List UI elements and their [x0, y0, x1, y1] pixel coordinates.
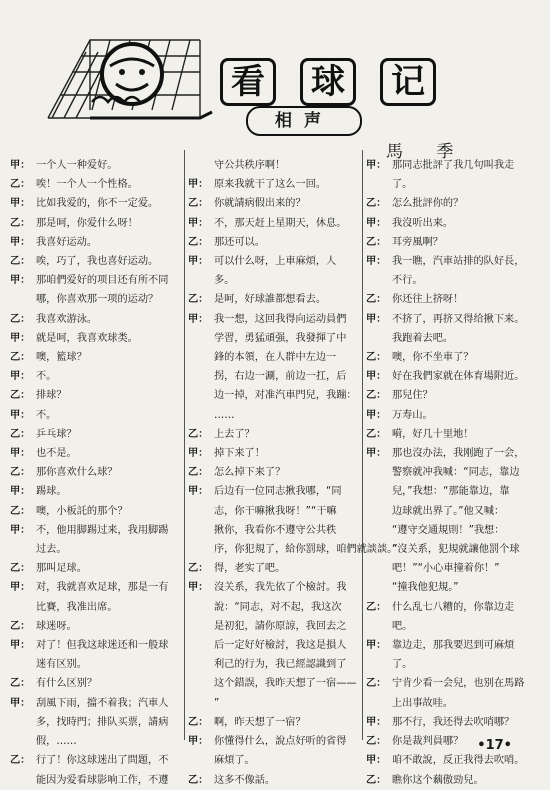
dialogue-text: 我喜欢游泳。: [36, 313, 98, 325]
speaker-label: 乙：: [366, 601, 387, 613]
speaker-label: 乙：: [10, 352, 31, 364]
dialogue-text: 序，你犯規了，給你罰球，咱們就談談。”: [214, 544, 398, 556]
dialogue-text: 乒乓球？: [36, 428, 77, 440]
dialogue-line: [366, 674, 540, 693]
dialogue-line: [366, 751, 540, 770]
speaker-label: 乙：: [10, 467, 31, 479]
speaker-label: 乙：: [188, 294, 209, 306]
speaker-label: 甲：: [10, 275, 31, 287]
dialogue-text: 我一想，这回我得向运动員們: [214, 313, 347, 325]
speaker-label: 乙：: [188, 198, 209, 210]
speaker-label: 乙：: [10, 620, 31, 632]
dialogue-line: [366, 406, 540, 425]
dialogue-text: 不，他用脚踢过来，我用脚踢: [36, 524, 169, 536]
dialogue-text: 我喜好运动。: [36, 236, 98, 248]
dialogue-text: 唉，巧了，我也喜好运动。: [36, 256, 159, 268]
speaker-label: 甲：: [366, 371, 387, 383]
dialogue-line: [10, 540, 184, 559]
dialogue-line: [10, 367, 184, 386]
dialogue-line: [10, 713, 184, 732]
dialogue-text: 那你喜欢什么球？: [36, 467, 118, 479]
dialogue-line: [366, 617, 540, 636]
dialogue-line: [10, 194, 184, 213]
speaker-label: 乙：: [366, 352, 387, 364]
dialogue-text: 宁肯少看一会兒，也别在馬路: [392, 678, 525, 690]
dialogue-line: [10, 674, 184, 693]
speaker-label: 甲：: [366, 640, 387, 652]
speaker-label: 乙：: [10, 217, 31, 229]
speaker-label: 乙：: [10, 256, 31, 268]
dialogue-text: 守公共秩序啊！: [214, 160, 286, 171]
dialogue-line: [10, 386, 184, 405]
dialogue-line: [366, 540, 540, 559]
dialogue-text: 可以什么呀，上車麻煩，人: [214, 256, 337, 268]
speaker-label: 乙：: [188, 467, 209, 479]
dialogue-line: [188, 386, 362, 405]
dialogue-text: 利己的行为，我已經認識到了: [214, 659, 347, 671]
speaker-label: 甲：: [10, 160, 31, 171]
dialogue-text: 拐，右边一涮，前边一扛，后: [214, 371, 347, 383]
speaker-label: 甲：: [188, 486, 209, 498]
dialogue-line: [10, 771, 184, 790]
dialogue-text: 得，老实了吧。: [214, 563, 286, 575]
dialogue-text: 就是呵，我喜欢球类。: [36, 332, 138, 344]
dialogue-line: [188, 252, 362, 271]
dialogue-line: [366, 194, 540, 213]
dialogue-text: 球迷呀。: [36, 620, 77, 632]
dialogue-text: 你是裁判員哪？: [392, 736, 464, 748]
dialogue-line: [188, 214, 362, 233]
dialogue-line: [366, 636, 540, 655]
dialogue-text: 不行。: [392, 275, 423, 287]
dialogue-text: 鋒的本領，在人群中左边一: [214, 352, 337, 364]
dialogue-text: 上去了？: [214, 428, 255, 440]
dialogue-text: 沒关系，我先依了个檢討。我: [214, 582, 347, 594]
dialogue-line: [188, 156, 362, 175]
dialogue-line: [188, 329, 362, 348]
dialogue-text: 一个人一种爱好。: [36, 160, 118, 171]
dialogue-line: [10, 617, 184, 636]
dialogue-line: [10, 425, 184, 444]
dialogue-text: 上出事故哇。: [392, 697, 454, 709]
dialogue-text: 对，我就喜欢足球，那是一有: [36, 582, 169, 594]
dialogue-text: 你就請病假出来的？: [214, 198, 306, 210]
dialogue-line: [188, 367, 362, 386]
dialogue-line: [10, 521, 184, 540]
dialogue-line: [188, 694, 362, 713]
dialogue-line: [366, 156, 540, 175]
dialogue-line: [366, 233, 540, 252]
dialogue-text: 踢球。: [36, 486, 67, 498]
speaker-label: 甲：: [188, 448, 209, 460]
dialogue-line: [188, 578, 362, 597]
dialogue-line: [366, 732, 540, 751]
speaker-label: 甲：: [10, 697, 31, 709]
dialogue-text: 噢，籃球？: [36, 352, 87, 364]
speaker-label: 甲：: [366, 448, 387, 460]
dialogue-line: [188, 425, 362, 444]
dialogue-line: [188, 348, 362, 367]
speaker-label: 乙：: [366, 774, 387, 786]
dialogue-text: “遵守交通規則！”我想：: [392, 524, 505, 536]
dialogue-text: 那是呵，你爱什么呀！: [36, 217, 138, 229]
dialogue-line: [188, 540, 398, 559]
text-column-3: [366, 156, 540, 790]
speaker-label: 甲：: [366, 716, 387, 728]
dialogue-text: “沒关系，犯規就讓他罰个球: [392, 544, 520, 556]
dialogue-line: [10, 482, 184, 501]
dialogue-text: ”: [214, 697, 220, 709]
dialogue-text: 是初犯，請你原諒，我回去之: [214, 620, 347, 632]
dialogue-line: [366, 521, 540, 540]
speaker-label: 甲：: [10, 332, 31, 344]
speaker-label: 乙：: [10, 390, 31, 402]
dialogue-line: [188, 598, 362, 617]
dialogue-line: [366, 386, 540, 405]
dialogue-line: [188, 732, 362, 751]
speaker-label: 甲：: [188, 217, 209, 229]
speaker-label: 乙：: [10, 428, 31, 440]
dialogue-line: [188, 751, 362, 770]
speaker-label: 甲：: [366, 409, 387, 421]
header-banner: [0, 0, 550, 162]
dialogue-line: [10, 732, 184, 751]
dialogue-line: [10, 329, 184, 348]
dialogue-line: [366, 329, 540, 348]
speaker-label: 甲：: [188, 736, 209, 748]
dialogue-text: 边一掉，对准汽車門兒，我蹦：: [214, 390, 357, 402]
dialogue-text: 噢，小板託的那个？: [36, 505, 128, 517]
dialogue-text: ……: [214, 409, 235, 421]
speaker-label: 甲：: [10, 582, 31, 594]
speaker-label: 乙：: [10, 678, 31, 690]
speaker-label: 甲：: [10, 524, 31, 536]
dialogue-text: 后边有一位同志揪我哪，“同: [214, 486, 342, 498]
dialogue-line: [10, 175, 184, 194]
dialogue-text: 那咱們爱好的项目还有所不同: [36, 275, 169, 287]
dialogue-text: 你懂得什么，說点好听的省得: [214, 736, 347, 748]
dialogue-text: 好在我們家就在体育場附近。: [392, 371, 525, 383]
dialogue-text: 瞧你这个藕傲勁兒。: [392, 774, 484, 786]
dialogue-text: 过去。: [36, 544, 67, 556]
dialogue-text: 刮風下雨，擋不着我；汽車人: [36, 697, 169, 709]
dialogue-line: [10, 636, 184, 655]
speaker-label: 甲：: [10, 371, 31, 383]
speaker-label: 乙：: [366, 198, 387, 210]
dialogue-line: [366, 425, 540, 444]
dialogue-text: 那同志批評了我几句叫我走: [392, 160, 515, 171]
dialogue-line: [366, 310, 540, 329]
dialogue-line: [188, 482, 362, 501]
speaker-label: 甲：: [10, 640, 31, 652]
dialogue-line: [10, 694, 184, 713]
dialogue-line: [366, 463, 540, 482]
dialogue-text: 說：“同志，对不起，我这次: [214, 601, 342, 613]
dialogue-line: [10, 559, 184, 578]
dialogue-line: [366, 252, 540, 271]
dialogue-text: 那不行，我还得去吹哨哪？: [392, 716, 515, 728]
dialogue-line: [10, 290, 184, 309]
dialogue-text: 我跑着去吧。: [392, 332, 454, 344]
dialogue-line: [366, 559, 540, 578]
dialogue-line: [10, 156, 184, 175]
dialogue-line: [366, 367, 540, 386]
dialogue-text: 警察就冲我喊：“同志，靠边: [392, 467, 520, 479]
dialogue-text: 你还往上挤呀！: [392, 294, 464, 306]
dialogue-line: [366, 444, 540, 463]
dialogue-text: 假，……: [36, 736, 77, 748]
dialogue-text: 耳旁風啊？: [392, 236, 443, 248]
dialogue-line: [10, 214, 184, 233]
dialogue-line: [10, 348, 184, 367]
dialogue-text: 哪，你喜欢那一项的运动？: [36, 294, 159, 306]
speaker-label: 乙：: [366, 236, 387, 248]
dialogue-line: [188, 559, 362, 578]
author-name: 馬 季: [386, 142, 468, 162]
speaker-label: 甲：: [366, 160, 387, 171]
dialogue-line: [188, 233, 362, 252]
dialogue-text: 噢，你不坐車了？: [392, 352, 474, 364]
dialogue-line: [366, 175, 540, 194]
speaker-label: 乙：: [366, 390, 387, 402]
dialogue-text: 多。: [214, 275, 235, 287]
speaker-label: 乙：: [188, 716, 209, 728]
dialogue-line: [10, 310, 184, 329]
dialogue-text: 能因为爱看球影响工作，不遵: [36, 774, 169, 786]
dialogue-text: 什么乱七八糟的，你靠边走: [392, 601, 515, 613]
dialogue-text: 这多不像話。: [214, 774, 276, 786]
title-char-2: 球: [300, 58, 356, 106]
dialogue-text: 嗬，好几十里地！: [392, 428, 474, 440]
dialogue-text: 这个錯誤，我昨天想了一宿——: [214, 678, 357, 690]
dialogue-text: 咱不敢說，反正我得去吹哨。: [392, 755, 525, 767]
dialogue-text: 多，找時門；排队买票，請病: [36, 716, 169, 728]
dialogue-line: [188, 713, 362, 732]
dialogue-text: 我一瞧，汽車站排的队好長，: [392, 256, 525, 268]
speaker-label: 甲：: [188, 313, 209, 325]
dialogue-line: [188, 674, 362, 693]
subtitle: 相声: [246, 106, 362, 136]
speaker-label: 乙：: [366, 294, 387, 306]
speaker-label: 甲：: [366, 755, 387, 767]
dialogue-line: [188, 444, 362, 463]
dialogue-line: [366, 482, 540, 501]
dialogue-line: [188, 617, 362, 636]
speaker-label: 乙：: [366, 678, 387, 690]
speaker-label: 甲：: [188, 582, 209, 594]
speaker-label: 乙：: [366, 428, 387, 440]
speaker-label: 甲：: [366, 256, 387, 268]
dialogue-line: [10, 233, 184, 252]
dialogue-text: 唉！一个人一个性格。: [36, 179, 138, 191]
dialogue-text: 对了！但我这球迷还和一般球: [36, 640, 169, 652]
speaker-label: 乙：: [10, 179, 31, 191]
dialogue-line: [10, 252, 184, 271]
dialogue-line: [366, 348, 540, 367]
dialogue-line: [366, 713, 540, 732]
dialogue-line: [188, 310, 362, 329]
dialogue-text: 不。: [36, 371, 57, 383]
dialogue-text: 麻煩了。: [214, 755, 255, 767]
dialogue-line: [10, 444, 184, 463]
dialogue-text: 那也沒办法，我刚跑了一会，: [392, 448, 525, 460]
dialogue-text: 吧。: [392, 620, 413, 632]
speaker-label: 甲：: [188, 256, 209, 268]
dialogue-line: [188, 655, 362, 674]
dialogue-line: [188, 406, 362, 425]
dialogue-text: 那叫足球。: [36, 563, 87, 575]
speaker-label: 甲：: [10, 409, 31, 421]
dialogue-line: [188, 463, 362, 482]
dialogue-text: 边球就出界了。”他又喊：: [392, 505, 505, 517]
speaker-label: 乙：: [10, 755, 31, 767]
speaker-label: 甲：: [366, 313, 387, 325]
dialogue-line: [10, 751, 184, 770]
dialogue-line: [188, 290, 362, 309]
dialogue-line: [366, 502, 540, 521]
dialogue-text: 怎么批評你的？: [392, 198, 464, 210]
dialogue-line: [188, 194, 362, 213]
text-column-2: [188, 156, 398, 790]
dialogue-text: 有什么区别？: [36, 678, 98, 690]
dialogue-line: [366, 578, 540, 597]
dialogue-line: [188, 521, 362, 540]
dialogue-text: 万寿山。: [392, 409, 433, 421]
dialogue-line: [10, 271, 184, 290]
dialogue-text: 不挤了，再挤又得给揪下来。: [392, 313, 525, 325]
dialogue-text: 掉下来了！: [214, 448, 265, 460]
speaker-label: 乙：: [188, 236, 209, 248]
dialogue-line: [366, 771, 540, 790]
speaker-label: 甲：: [10, 198, 31, 210]
dialogue-text: 怎么掉下来了？: [214, 467, 286, 479]
dialogue-text: 啊，昨天想了一宿？: [214, 716, 306, 728]
dialogue-text: 后一定好好檢討，我这是損人: [214, 640, 347, 652]
speaker-label: 乙：: [188, 774, 209, 786]
dialogue-text: 了。: [392, 659, 413, 671]
dialogue-text: 不。: [36, 409, 57, 421]
dialogue-line: [188, 502, 362, 521]
speaker-label: 乙：: [366, 736, 387, 748]
dialogue-text: 靠边走，那我要迟到可麻煩: [392, 640, 515, 652]
dialogue-text: 比如我爱的，你不一定爱。: [36, 198, 159, 210]
title-char-1: 看: [220, 58, 276, 106]
dialogue-text: 兒，”我想：“那能靠边，靠: [392, 486, 510, 498]
speaker-label: 甲：: [10, 486, 31, 498]
dialogue-line: [188, 271, 362, 290]
column-divider: [184, 150, 185, 740]
dialogue-text: “撞我他犯規。”: [392, 582, 459, 594]
speaker-label: 乙：: [188, 563, 209, 575]
dialogue-text: 那还可以。: [214, 236, 265, 248]
dialogue-line: [10, 406, 184, 425]
dialogue-line: [188, 771, 362, 790]
speaker-label: 甲：: [10, 448, 31, 460]
dialogue-line: [366, 214, 540, 233]
column-divider: [362, 150, 363, 740]
dialogue-line: [10, 578, 184, 597]
page-number: •17•: [477, 738, 512, 753]
dialogue-text: 志，你干嘛揪我呀！”“干嘛: [214, 505, 337, 517]
dialogue-text: 原来我就干了这么一回。: [214, 179, 327, 191]
speaker-label: 甲：: [10, 236, 31, 248]
dialogue-line: [366, 271, 540, 290]
speaker-label: 乙：: [10, 563, 31, 575]
dialogue-text: 排球？: [36, 390, 67, 402]
dialogue-text: 了。: [392, 179, 413, 191]
dialogue-text: 是呵，好球誰都想看去。: [214, 294, 327, 306]
dialogue-text: 吧！”“小心車撞着你！”: [392, 563, 500, 575]
speaker-label: 乙：: [10, 505, 31, 517]
dialogue-text: 比賽，我准出席。: [36, 601, 118, 613]
dialogue-line: [366, 290, 540, 309]
speaker-label: 乙：: [10, 313, 31, 325]
dialogue-text: 那兒住？: [392, 390, 433, 402]
speaker-label: 甲：: [366, 217, 387, 229]
dialogue-line: [10, 463, 184, 482]
dialogue-text: 学習，勇猛頑强，我發揮了中: [214, 332, 347, 344]
dialogue-text: 也不是。: [36, 448, 77, 460]
dialogue-line: [188, 175, 362, 194]
speaker-label: 乙：: [188, 428, 209, 440]
dialogue-line: [10, 502, 184, 521]
title-char-3: 记: [380, 58, 436, 106]
dialogue-line: [366, 598, 540, 617]
text-column-1: [10, 156, 184, 790]
dialogue-text: 行了！你这球迷出了問題，不: [36, 755, 169, 767]
dialogue-line: [366, 655, 540, 674]
dialogue-line: [10, 598, 184, 617]
speaker-label: 甲：: [188, 179, 209, 191]
dialogue-line: [10, 655, 184, 674]
dialogue-text: 揪你，我看你不遵守公共秩: [214, 524, 337, 536]
dialogue-line: [188, 636, 362, 655]
dialogue-text: 迷有区别。: [36, 659, 87, 671]
dialogue-text: 不，那天赶上星期天，休息。: [214, 217, 347, 229]
dialogue-text: 我沒听出来。: [392, 217, 454, 229]
dialogue-line: [366, 694, 540, 713]
